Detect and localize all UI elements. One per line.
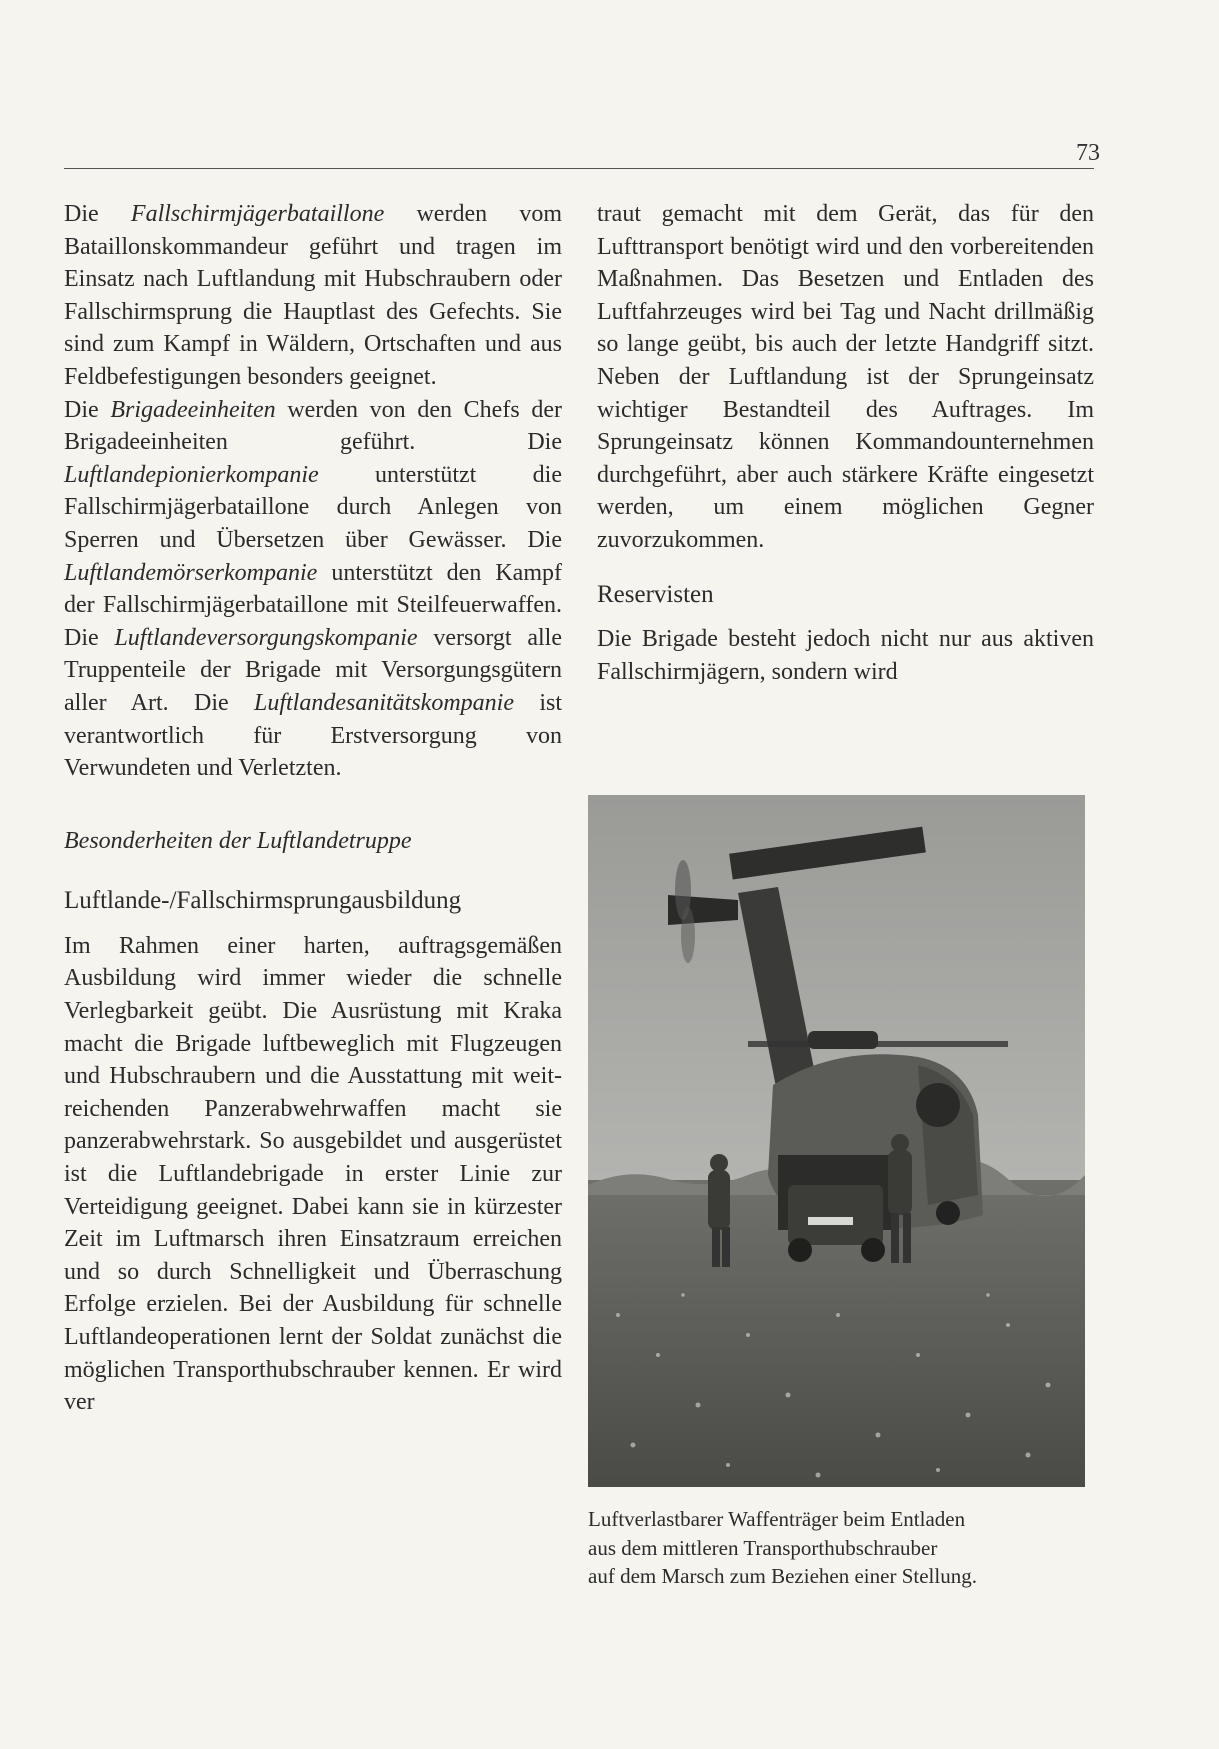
figure-caption — [588, 1505, 1085, 1591]
subheading-reservisten: Reservisten — [597, 580, 714, 608]
section-heading: Besonderheiten der Luftlandetruppe — [64, 827, 412, 854]
subheading-ausbildung: Luftlande-/Fallschirmsprungausbildung — [64, 887, 462, 915]
paragraph-bataillone: Die Fallschirmjägerbataillone werden vom Bataillonskommandeur geführt und tragen im Einsatz nach Luftlandung mit Hubschraubern oder Fallschirmsprung die Hauptlast des Gefechts. Sie sind zum Kampf in Wäldern, Ortschaften und aus Feldbefestigungen besonders geeignet. — [64, 201, 563, 390]
page-number: 73 — [1076, 140, 1100, 166]
header-rule — [64, 168, 1094, 169]
paragraph-ausbildung: Im Rahmen einer harten, auftragsgemäßen Ausbildung wird immer wieder die schnelle Verlegbarkeit geübt. Die Ausrüstung mit Kraka macht die Brigade luftbeweglich mit Flugzeugen und Hubschraubern und die Ausstattung mit weitreichenden Panzerabwehrwaffen macht sie panzerabwehrstark. So ausgebildet und ausgerüstet ist die Luftlandebrigade in erster Linie zur Verteidigung geeignet. Dabei kann sie in kürzester Zeit im Luftmarsch ihren Einsatzraum erreichen und so durch Schnelligkeit und Überraschung Erfolge erzielen. Bei der Ausbildung für schnelle Luftlandeoperationen lernt der Soldat zunächst die möglichen Transporthubschrauber kennen. Er wird ver — [64, 932, 562, 1416]
paragraph-brigadeeinheiten: Die Brigadeeinheiten werden von den Chefs der Brigadeeinheiten geführt. Die Luftlandepionierkompanie unterstützt die Fallschirmjägerbataillone durch Anlegen von Sperren und Übersetzen über Gewässer. Die Luftlandemörserkompanie unterstützt den Kampf der Fallschirmjägerbataillone mit Steilfeuerwaffen. Die Luftlandeversorgungskompanie versorgt alle Truppenteile der Brigade mit Versorgungsgütern aller Art. Die Luftlandesanitätskompanie ist verantwortlich für Erstversorgung von Verwundeten und Verletzten. — [64, 396, 562, 782]
left-column — [64, 198, 562, 1419]
helicopter-photo — [588, 795, 1085, 1487]
right-column — [597, 198, 1094, 688]
paragraph-continuation: traut gemacht mit dem Gerät, das für den Lufttransport benötigt wird und den vorbereitenden Maßnahmen. Das Besetzen und Entladen des Luftfahrzeuges wird bei Tag und Nacht drillmäßig so lange geübt, bis auch der letzte Handgriff sitzt. Neben der Luftlandung ist der Sprungeinsatz wichtiger Bestandteil des Auftrages. Im Sprungeinsatz können Kommandounternehmen durchgeführt, aber auch stärkere Kräfte eingesetzt werden, um einem möglichen Gegner zuvorzukommen. — [597, 201, 1094, 553]
caption-line: Luftverlastbarer Waffenträger beim Entladen — [588, 1507, 966, 1531]
paragraph-reservisten: Die Brigade besteht jedoch nicht nur aus aktiven Fallschirmjägern, sondern wird — [597, 626, 1094, 685]
caption-line: aus dem mittleren Transporthubschrauber — [588, 1535, 938, 1560]
caption-line: auf dem Marsch zum Beziehen einer Stellung. — [588, 1564, 977, 1588]
helicopter-photo-illustration — [588, 795, 1085, 1487]
